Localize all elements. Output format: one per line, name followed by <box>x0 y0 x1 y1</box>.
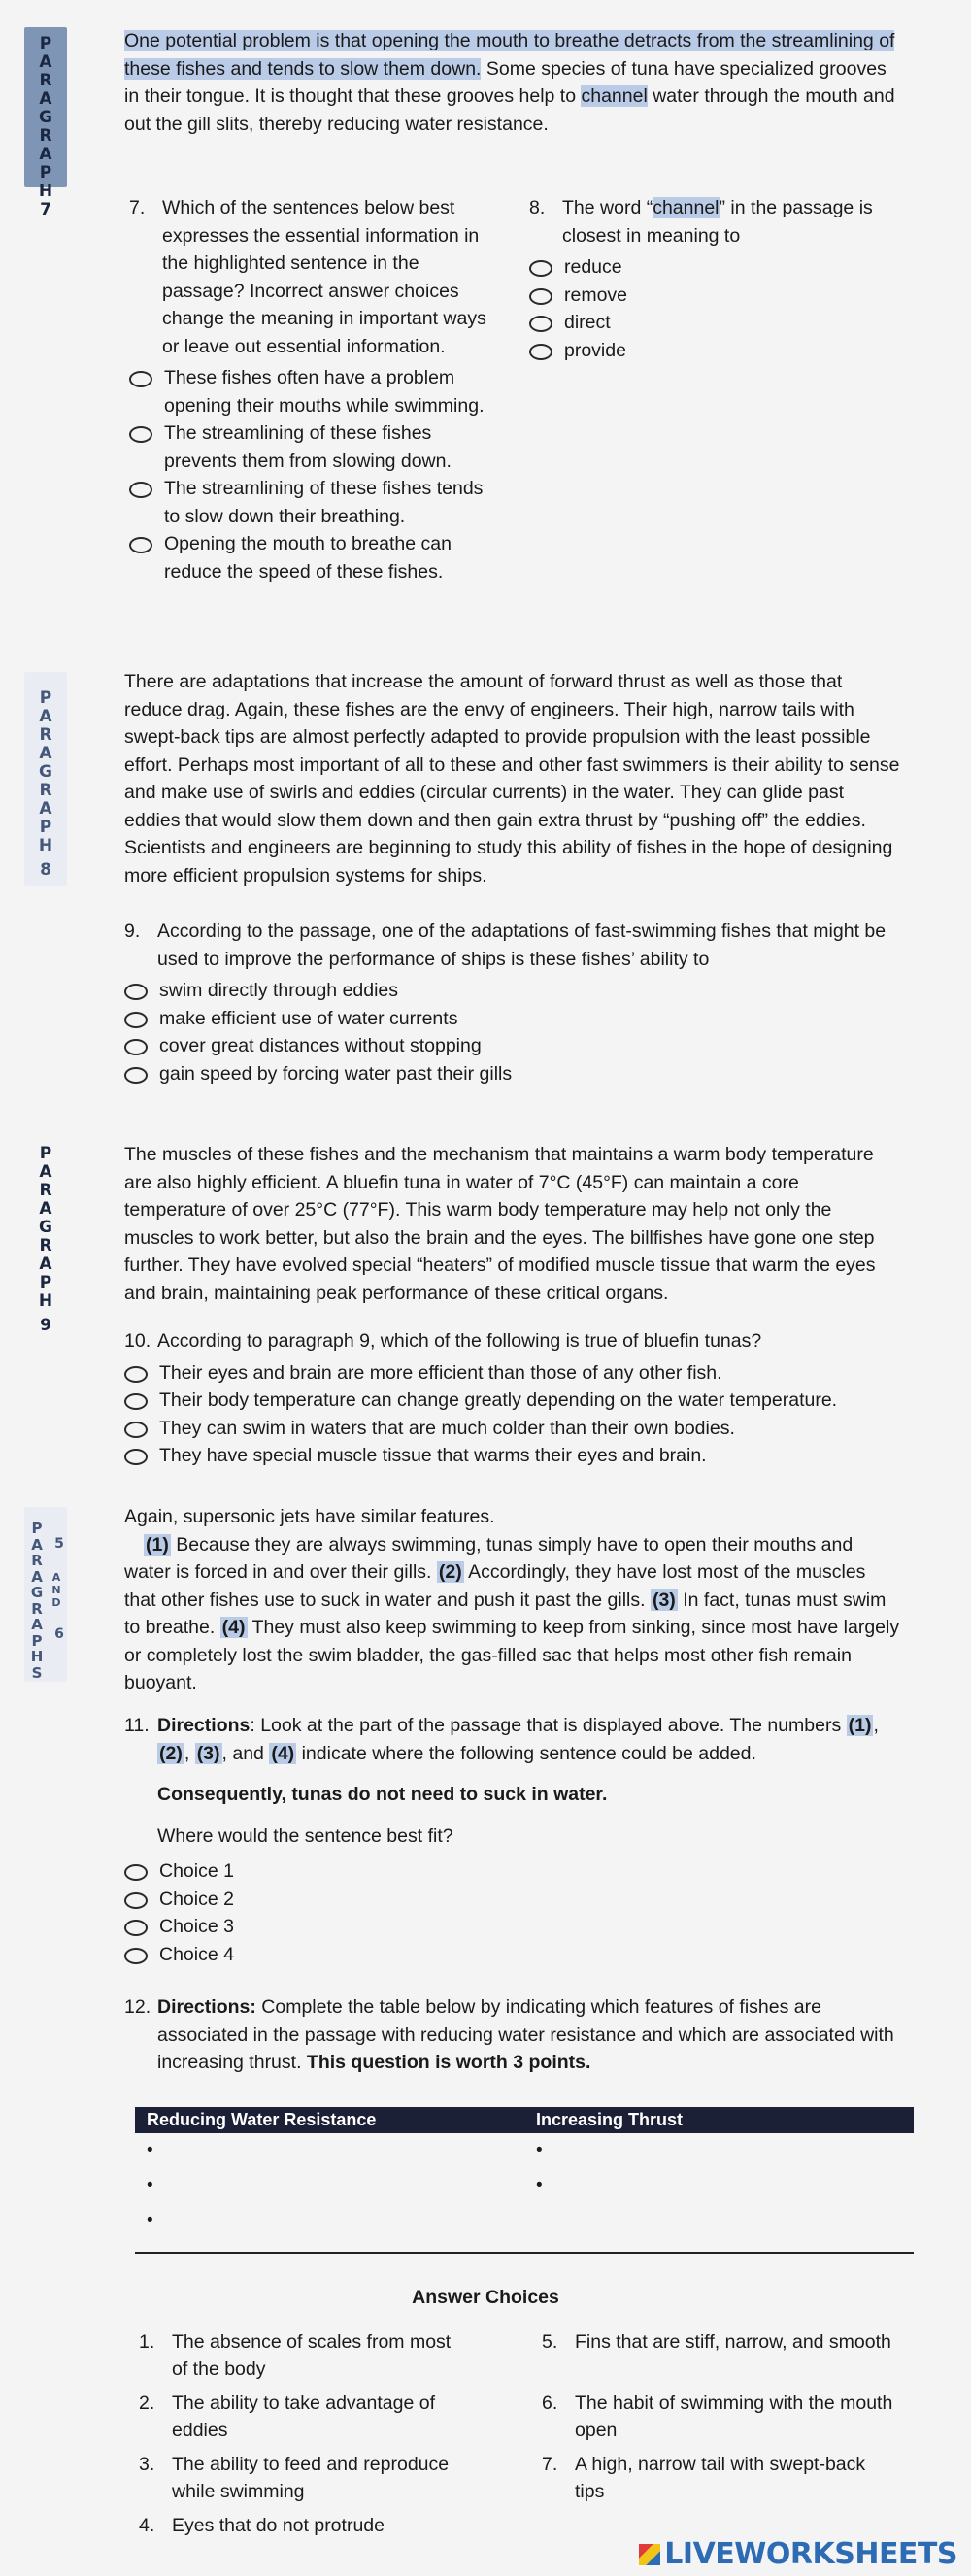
radio-button[interactable] <box>124 1864 148 1881</box>
radio-button[interactable] <box>124 1449 148 1465</box>
table-bottom-rule <box>135 2252 914 2254</box>
q11-option-1[interactable]: Choice 1 <box>124 1857 911 1886</box>
paragraph-7-sidebar <box>24 27 67 219</box>
radio-button[interactable] <box>129 371 152 387</box>
answer-choice-6[interactable]: 6. The habit of swimming with the mouth open <box>542 2392 893 2441</box>
radio-button[interactable] <box>129 426 152 443</box>
q11-option-2[interactable]: Choice 2 <box>124 1886 911 1914</box>
question-9: 9. According to the passage, one of the adaptations of fast-swimming fishes that might be used to improve the performance of ships is these fishes’ ability to swim directly through eddies make efficient use of water currents cover great distances without stopping gain speed by forcing water past their gills <box>124 918 911 1087</box>
radio-button[interactable] <box>124 984 148 1000</box>
answer-choice-3[interactable]: 3. The ability to feed and reproduce while swimming <box>139 2454 450 2502</box>
q11-option-3[interactable]: Choice 3 <box>124 1913 911 1941</box>
paragraph-9-sidebar <box>24 1141 67 1335</box>
radio-button[interactable] <box>124 1366 148 1383</box>
column-header-reducing: Reducing Water Resistance <box>135 2107 524 2133</box>
paragraphs-5-6: Again, supersonic jets have similar features. (1) Because they are always swimming, tunas simply have to open their mouths and water is forced in and over their gills. (2) Accordingly, they have lost most of the muscles that other fishes use to suck in water and push it past the gills. (3) In fact, tunas must swim to breathe. (4) They must also keep swimming to keep from sinking, since most have largely or completely lost the swim bladder, the gas-filled sac that helps most other fish remain buoyant. <box>124 1506 900 1693</box>
q8-option-1[interactable]: reduce <box>529 253 908 282</box>
insert-marker-2: (2) <box>438 1561 462 1583</box>
sentence-to-insert: Consequently, tunas do not need to suck in water. <box>157 1784 608 1805</box>
question-7: 7. Which of the sentences below best expresses the essential information in the highlighted sentence in the passage? Incorrect answer choices change the meaning in important ways or leave out essential information. These fishes often have a problem opening their mouths while swimming. The streamlining of these fishes prevents them from slowing down. The streamlining of these fishes tends to slow down their breathing. Opening the mouth to breathe can reduce the speed of these fishes. <box>129 194 498 585</box>
answer-choice-2[interactable]: 2. The ability to take advantage of eddies <box>139 2392 436 2441</box>
q10-option-1[interactable]: Their eyes and brain are more efficient than those of any other fish. <box>124 1359 911 1388</box>
question-8: 8. The word “channel” in the passage is closest in meaning to reduce remove direct provide <box>529 194 908 364</box>
paragraph-8: There are adaptations that increase the amount of forward thrust as well as those that reduce drag. Again, these fishes are the envy of engineers. Their high, narrow tails with swept-back tips are almost perfectly adapted to provide propulsion with the least possible effort. Perhaps most important of all to these and other fast swimmers is their ability to sense and make use of swirls and eddies (circular currents) in the water. They can glide past eddies that would slow them down and then gain extra thrust by “pushing off” the eddies. Scientists and engineers are beginning to study this ability of fishes in the hope of designing more efficient propulsion systems for ships. <box>124 671 900 887</box>
paragraph-7-label: P A R A G R A P H 7 <box>38 34 53 219</box>
insert-marker-4: (4) <box>221 1617 246 1638</box>
q10-option-3[interactable]: They can swim in waters that are much colder than their own bodies. <box>124 1415 911 1443</box>
question-10: 10. According to paragraph 9, which of the following is true of bluefin tunas? Their eyes and brain are more efficient than those of any other fish. Their body temperature can change greatly depending on the water temperature. They can swim in waters that are much colder than their own bodies. They have special muscle tissue that warms their eyes and brain. <box>124 1327 911 1470</box>
liveworksheets-logo: LIVEWORKSHEETS <box>639 2537 957 2571</box>
radio-button[interactable] <box>124 1012 148 1028</box>
highlighted-word-channel: channel <box>581 85 648 107</box>
paragraph-9-label: P A R A G R A P H 9 <box>38 1144 53 1335</box>
insert-marker-3: (3) <box>652 1589 676 1611</box>
q8-option-3[interactable]: direct <box>529 309 908 337</box>
paragraph-7: One potential problem is that opening the mouth to breathe detracts from the streamlining of these fishes and tends to slow them down. Some species of tuna have specialized grooves in their tongue. It is thought that these grooves help to channel water through the mouth and out the gill slits, thereby reducing water resistance. <box>124 30 895 135</box>
q7-option-2[interactable]: The streamlining of these fishes prevents them from slowing down. <box>129 419 498 475</box>
answer-choice-1[interactable]: 1. The absence of scales from most of the body <box>139 2331 452 2380</box>
radio-button[interactable] <box>529 288 552 305</box>
q7-option-1[interactable]: These fishes often have a problem opening their mouths while swimming. <box>129 364 498 419</box>
insert-marker-1: (1) <box>146 1533 169 1556</box>
classification-table <box>135 2107 914 2238</box>
paragraphs-5-6-sidebar <box>24 1507 67 1682</box>
q7-option-3[interactable]: The streamlining of these fishes tends to slow down their breathing. <box>129 475 498 530</box>
answer-choices-title: Answer Choices <box>412 2287 559 2308</box>
q8-option-4[interactable]: provide <box>529 337 908 365</box>
radio-button[interactable] <box>529 344 552 360</box>
q11-option-4[interactable]: Choice 4 <box>124 1941 911 1969</box>
highlighted-sentence: One potential problem is that opening the mouth to breathe detracts from the streamlining of these fishes and tends to slow them down. <box>124 30 895 80</box>
paragraph-8-label: P A R A G R A P H 8 <box>38 688 53 880</box>
column-header-increasing: Increasing Thrust <box>524 2107 914 2133</box>
question-12: 12. Directions: Complete the table below by indicating which features of fishes are associated in the passage with reducing water resistance and which are associated with increasing thrust. This question is worth 3 points. <box>124 1996 894 2073</box>
paragraph-8-sidebar <box>24 672 67 886</box>
drop-slot[interactable]: • <box>147 2140 153 2160</box>
radio-button[interactable] <box>124 1948 148 1964</box>
q9-option-3[interactable]: cover great distances without stopping <box>124 1032 911 1060</box>
radio-button[interactable] <box>529 260 552 277</box>
drop-slot[interactable]: • <box>147 2210 153 2230</box>
paragraphs-5-6-numbers: 5 AND 6 <box>51 1536 64 1642</box>
paragraphs-5-6-label: P A R A G R A P H S <box>30 1520 44 1682</box>
radio-button[interactable] <box>129 482 152 498</box>
question-11-prompt: Where would the sentence best fit? <box>157 1824 453 1847</box>
question-7-stem: Which of the sentences below best expresses the essential information in the highlighted sentence in the passage? Incorrect answer choices change the meaning in important ways or leave out essential information. <box>162 197 486 357</box>
radio-button[interactable] <box>124 1393 148 1410</box>
radio-button[interactable] <box>124 1039 148 1055</box>
paragraph-9: The muscles of these fishes and the mechanism that maintains a warm body temperature are also highly efficient. A bluefin tuna in water of 7°C (45°F) can maintain a core temperature of over 25°C (77°F). This warm body temperature may help not only the muscles to work better, but also the brain and the eyes. The billfishes have gone one step further. They have evolved special “heaters” of modified muscle tissue that warm the eyes and brain, maintaining peak performance of these critical organs. <box>124 1144 876 1304</box>
logo-icon <box>639 2544 660 2565</box>
radio-button[interactable] <box>129 537 152 553</box>
radio-button[interactable] <box>529 316 552 332</box>
q9-option-1[interactable]: swim directly through eddies <box>124 977 911 1005</box>
radio-button[interactable] <box>124 1920 148 1936</box>
radio-button[interactable] <box>124 1422 148 1438</box>
q10-option-4[interactable]: They have special muscle tissue that warms their eyes and brain. <box>124 1442 911 1470</box>
q9-option-2[interactable]: make efficient use of water currents <box>124 1005 911 1033</box>
q9-option-4[interactable]: gain speed by forcing water past their gills <box>124 1060 911 1088</box>
drop-slot[interactable]: • <box>147 2175 153 2195</box>
answer-choice-7[interactable]: 7. A high, narrow tail with swept-back tips <box>542 2454 866 2502</box>
radio-button[interactable] <box>124 1892 148 1909</box>
radio-button[interactable] <box>124 1067 148 1084</box>
question-11: 11. Directions: Look at the part of the passage that is displayed above. The numbers (1) , (2) , (3) , and (4) indicate where the following sentence could be added. Consequently, tunas do not need to suck in water. Where would the sentence best fit? Choice 1 Choice 2 Choice 3 Choice 4 <box>124 1712 911 1968</box>
drop-slot[interactable]: • <box>536 2175 543 2195</box>
answer-choice-4[interactable]: 4. Eyes that do not protrude <box>139 2515 385 2536</box>
drop-slot[interactable]: • <box>536 2140 543 2160</box>
q7-option-4[interactable]: Opening the mouth to breathe can reduce the speed of these fishes. <box>129 530 498 585</box>
q10-option-2[interactable]: Their body temperature can change greatly depending on the water temperature. <box>124 1387 911 1415</box>
answer-choice-5[interactable]: 5. Fins that are stiff, narrow, and smooth <box>542 2331 891 2353</box>
q8-option-2[interactable]: remove <box>529 282 908 310</box>
highlighted-word-channel: channel <box>653 197 720 218</box>
